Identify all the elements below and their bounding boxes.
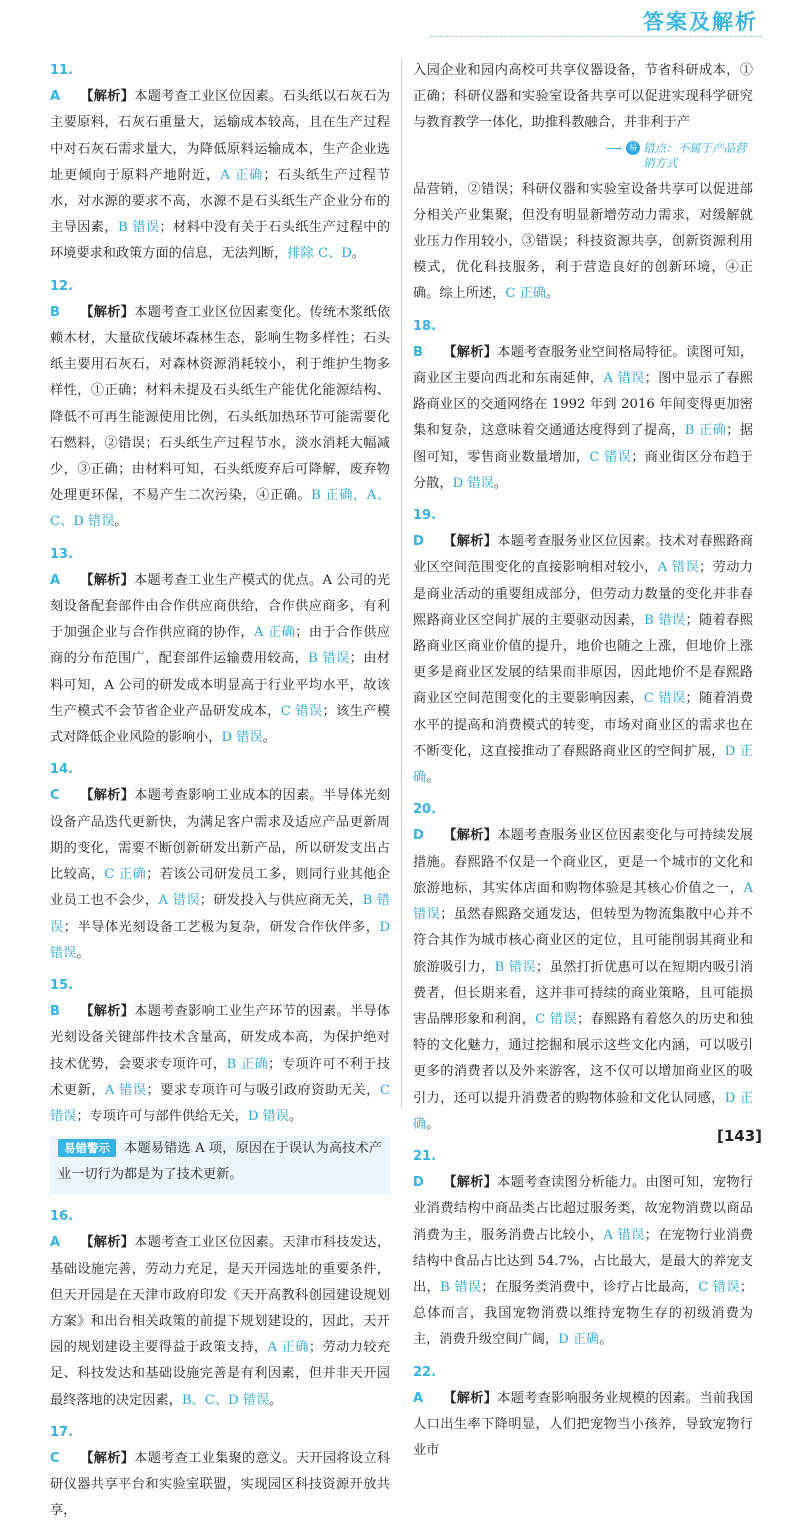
- analysis-text: 本题考查服务业空间格局特征。读图可知，商业区主要向西北和东南延伸，: [413, 344, 754, 387]
- page-number: [143]: [716, 1127, 762, 1145]
- answer-21: [413, 1144, 753, 1354]
- analysis-text: ；虽然打折优惠可以在短期内吸引消费者，但长期来看，这并非可持续的商业策略，且可能损害品牌形象和利润，: [413, 959, 754, 1027]
- question-number: 18. B: [413, 318, 437, 360]
- question-number: 22. A: [413, 1364, 437, 1406]
- note-text: 错点：不属于产品营销方式: [643, 140, 747, 170]
- verdict: B 正确: [226, 1056, 269, 1072]
- verdict: C 错误: [589, 449, 632, 465]
- analysis-text: ；虽然春熙路交通发达，但转型为物流集散中心并不符合其作为城市核心商业区的定位，且可能削弱其商业和旅游吸引力，: [413, 907, 753, 975]
- verdict: A 错误: [603, 371, 645, 387]
- analysis-text: 。: [545, 286, 560, 302]
- analysis-text: ；半导体光刻设备工艺极为复杂，研发合作伙伴多，: [63, 919, 380, 935]
- warning-text: 本题易错选 A 项，原因在于误认为高技术产业一切行为都是为了技术更新。: [58, 1141, 382, 1183]
- analysis-text: ；随着春熙路商业区商业价值的提升，地价也随之上涨，但地价上涨更多是商业区发展的结果而非原因，因此地价不是春熙路商业区空间范围变化的主要影响因素，: [413, 612, 754, 707]
- verdict: C 错误: [280, 703, 323, 719]
- answer-17: [50, 1420, 390, 1525]
- analysis-text: ；劳动力是商业活动的重要组成部分，但劳动力数量的变化并非春熙路商业区空间扩展的主要驱动因素，: [413, 560, 754, 628]
- analysis-text: 本题考查工业区位因素。石头纸以石灰石为主要原料，石灰石重量大，运输成本较高，且在生产过程中对石灰石需求量大，为降低原料运输成本，生产企业选址更倾向于原料产地附近，: [50, 89, 391, 183]
- analysis-tag: 【解析】: [443, 1390, 498, 1406]
- question-number: 19. D: [413, 508, 437, 550]
- question-number: 15. B: [50, 977, 74, 1020]
- answer-12: [50, 274, 390, 536]
- answer-18: [413, 314, 753, 497]
- verdict: C 错误: [698, 1279, 740, 1295]
- analysis-text: ；要求专项许可与吸引政府资助无关，: [146, 1082, 380, 1098]
- analysis-text: 本题考查服务业区位因素变化与可持续发展措施。春熙路不仅是一个商业区，更是一个城市的文化和旅游地标，其实体店面和购物体验是其核心价值之一，: [413, 828, 754, 896]
- analysis-text: ；图中显示了春熙路商业区的交通网络在 1992 年到 2016 年间变得更加密集和复杂，这意味着交通通达度得到了提高，: [413, 371, 754, 439]
- analysis-text: ；由于合作供应商的分布范围广，配套部件运输费用较高，: [50, 625, 391, 667]
- verdict: C 错误: [643, 691, 686, 707]
- question-number: 13. A: [50, 546, 74, 588]
- verdict: A 错误: [603, 1227, 645, 1243]
- analysis-text: ；劳动力较充足、科技发达和基础设施完善是有利因素，但并非天开园最终落地的决定因素，: [50, 1340, 391, 1408]
- header-title: 答案及解析: [643, 10, 758, 34]
- analysis-tag: 【解析】: [80, 1004, 135, 1020]
- analysis-text: ；商业街区分布趋于分散，: [413, 449, 753, 491]
- answer-17-continued: [413, 58, 753, 308]
- question-number: 11. A: [50, 63, 74, 105]
- analysis-text: 本题考查工业集聚的意义。天开园将设立科研仪器共享平台和实验室联盟，实现园区科技资源开放共享，: [50, 1450, 391, 1519]
- verdict: C 错误: [50, 1082, 391, 1124]
- verdict: B 错误: [308, 651, 350, 667]
- analysis-text: ；该生产模式对降低企业风险的影响小，: [50, 703, 391, 746]
- verdict: D 正确: [413, 1090, 754, 1132]
- analysis-tag: 【解析】: [443, 344, 498, 360]
- analysis-text: 。: [114, 514, 128, 530]
- verdict: B、C、D 错误: [181, 1392, 270, 1408]
- question-number: 17. C: [50, 1424, 74, 1466]
- verdict: A 正确: [267, 1340, 309, 1356]
- verdict: C 正确: [104, 867, 147, 883]
- analysis-text: 。: [269, 1392, 283, 1408]
- analysis-text: ；材料中没有关于石头纸生产过程中的环境要求和政策方面的信息，无法判断，: [50, 220, 391, 262]
- verdict: A 正确: [253, 625, 296, 641]
- verdict: C 正确: [505, 286, 546, 302]
- analysis-text: 。: [76, 945, 90, 961]
- verdict: C 错误: [535, 1011, 577, 1027]
- analysis-text: ；石头纸生产过程节水，对水源的要求不高，水源不是石头纸生产企业分布的主导因素，: [50, 167, 391, 236]
- answer-20: [413, 797, 753, 1138]
- verdict: B 错误: [50, 893, 391, 935]
- analysis-text: ；随着消费水平的提高和消费模式的转变，市场对商业区的需求也在不断变化，这直接推动了春熙路商业区的空间扩展，: [413, 691, 754, 759]
- verdict: D 正确: [413, 743, 754, 786]
- verdict: B 错误: [494, 959, 536, 975]
- analysis-text: ；由材料可知，A 公司的研发成本明显高于行业平均水平，故该生产模式不会节省企业产品研发成本，: [50, 651, 391, 719]
- answer-22: [413, 1360, 753, 1465]
- analysis-text: 本题考查工业生产模式的优点。A 公司的光刻设备配套部件由合作供应商供给，合作供应商多，有利于加强企业与合作供应商的协作，: [50, 572, 391, 641]
- analysis-tag: 【解析】: [80, 1235, 135, 1251]
- analysis-text: ；总体而言，我国宠物消费以维持宠物生存的初级消费为主，消费升级空间广阔，: [413, 1279, 754, 1348]
- analysis-tag: 【解析】: [443, 534, 498, 550]
- analysis-text: 本题考查服务业区位因素。技术对春熙路商业区空间范围变化的直接影响相对较小，: [413, 534, 754, 576]
- analysis-text: 。: [493, 475, 507, 491]
- page-header: [643, 8, 758, 34]
- question-number: 12. B: [50, 278, 74, 320]
- analysis-text: ；研发投入与供应商无关，: [199, 893, 363, 909]
- answer-19: [413, 503, 753, 791]
- answer-11: [50, 58, 390, 268]
- left-column: [50, 58, 390, 1531]
- analysis-text: 。: [426, 770, 440, 786]
- analysis-text: 本题考查影响服务业规模的因素。当前我国人口出生率下降明显，人们把宠物当小孩养，导致宠物行业市: [413, 1390, 754, 1459]
- warning-label: 易错警示: [58, 1139, 116, 1157]
- verdict: B 错误: [440, 1279, 482, 1295]
- analysis-text: 。: [351, 246, 365, 262]
- verdict: A 错误: [104, 1082, 147, 1098]
- column-divider: [401, 58, 402, 1108]
- answer-16: [50, 1204, 390, 1414]
- verdict: B 错误: [644, 612, 686, 628]
- analysis-text: 。: [288, 1108, 303, 1124]
- analysis-text: 品营销，②错误；科研仪器和实验室设备共享可以促进部分相关产业集聚，但没有明显新增劳动力需求，对缓解就业压力作用较小，③错误；科技资源共享，创新资源利用模式，优化科技服务，利于营造良好的创新环境，④正确。综上所述，: [413, 181, 753, 302]
- analysis-tag: 【解析】: [443, 1175, 498, 1191]
- analysis-text: ；在宠物行业消费结构中食品占比达到 54.7%，占比最大，是最大的养宠支出，: [413, 1227, 754, 1295]
- verdict: B 正确: [684, 423, 727, 439]
- verdict: D 错误: [452, 475, 494, 491]
- analysis-tag: 【解析】: [80, 304, 135, 320]
- analysis-text: ；专项许可不利于技术更新，: [50, 1056, 391, 1098]
- verdict: D 正确: [558, 1332, 600, 1348]
- answer-15: [50, 973, 390, 1130]
- margin-note: [413, 141, 753, 171]
- analysis-text: 。: [262, 730, 276, 746]
- question-number: 20. D: [413, 802, 437, 844]
- analysis-tag: 【解析】: [80, 89, 135, 105]
- right-column: [413, 58, 753, 1470]
- error-warning-box: [50, 1136, 390, 1194]
- arrow-icon: ⟶: [605, 140, 622, 155]
- verdict: A 错误: [158, 893, 200, 909]
- answer-14: [50, 757, 390, 967]
- note-badge-icon: 易: [626, 141, 640, 155]
- analysis-text: ；若该公司研发员工多，则同行业其他企业员工也不会少，: [50, 867, 391, 909]
- verdict: A 正确: [220, 167, 264, 183]
- analysis-tag: 【解析】: [80, 1450, 135, 1466]
- analysis-text: ；据图可知，零售商业数量增加，: [413, 423, 754, 465]
- verdict: D 错误: [247, 1108, 289, 1124]
- analysis-text: 。: [426, 1116, 440, 1132]
- question-number: 16. A: [50, 1209, 74, 1251]
- analysis-text: 本题考查影响工业生产环节的因素。半导体光刻设备关键部件技术含量高，研发成本高，为保护绝对技术优势，会要求专项许可，: [50, 1004, 391, 1072]
- verdict: B 正确，A、C、D 错误: [50, 488, 391, 530]
- answer-13: [50, 542, 390, 752]
- analysis-text: 入园企业和园内高校可共享仪器设备，节省科研成本，①正确；科研仪器和实验室设备共享可以促进实现科学研究与教育教学一体化，助推科教融合，并非利于产: [413, 63, 753, 131]
- analysis-text: 本题考查读图分析能力。由图可知，宠物行业消费结构中商品类占比超过服务类，故宠物消费以商品消费为主，服务消费占比较小，: [413, 1175, 754, 1243]
- analysis-text: ；春熙路有着悠久的历史和独特的文化魅力，通过挖掘和展示这些文化内涵，可以吸引更多的消费者以及外来游客，这不仅可以增加商业区的吸引力，还可以提升消费者的购物体验和文化认同感，: [413, 1011, 753, 1106]
- analysis-text: 。: [599, 1332, 613, 1348]
- analysis-text: 本题考查工业区位因素变化。传统木浆纸依赖木材，大量砍伐破坏森林生态，影响生物多样性；石头纸主要用石灰石，对森林资源消耗较小，利于维护生物多样性，①正确；材料未提及石头纸生产能优化能源结构、降低不可再生能源使用比例，石头纸加热环节可能需要化石燃料，②错误；石头纸生产过程节水，淡水消耗大幅减少，③正确；由材料可知，石头纸废弃后可降解，废弃物处理更环保，不易产生二次污染，④正确。: [50, 304, 391, 504]
- analysis-text: 本题考查工业区位因素。天津市科技发达，基础设施完善，劳动力充足，是天开园选址的重要条件，但天开园是在天津市政府印发《天开高教科创园建设规划方案》和出台相关政策的前提下规划建设的，因此，天开园的规划建设主要得益于政策支持，: [50, 1235, 391, 1356]
- header-rule: [430, 36, 762, 37]
- analysis-text: ；专项许可与部件供给无关，: [76, 1108, 248, 1124]
- question-number: 14. C: [50, 762, 74, 804]
- verdict: D 错误: [221, 730, 263, 746]
- question-number: 21. D: [413, 1148, 437, 1191]
- analysis-text: ；在服务类消费中，诊疗占比最高，: [481, 1279, 699, 1295]
- verdict: A 错误: [413, 880, 753, 923]
- verdict: B 错误: [117, 220, 160, 236]
- verdict: A 错误: [657, 560, 700, 576]
- analysis-text: 本题考查影响工业成本的因素。半导体光刻设备产品迭代更新快，为满足客户需求及适应产品更新周期的变化，需要不断创新研发出新产品，所以研发支出占比较高，: [50, 788, 391, 883]
- analysis-tag: 【解析】: [80, 572, 135, 588]
- analysis-tag: 【解析】: [80, 788, 135, 804]
- analysis-tag: 【解析】: [443, 828, 498, 844]
- verdict: 排除 C、D: [287, 246, 352, 262]
- verdict: D 错误: [50, 919, 391, 961]
